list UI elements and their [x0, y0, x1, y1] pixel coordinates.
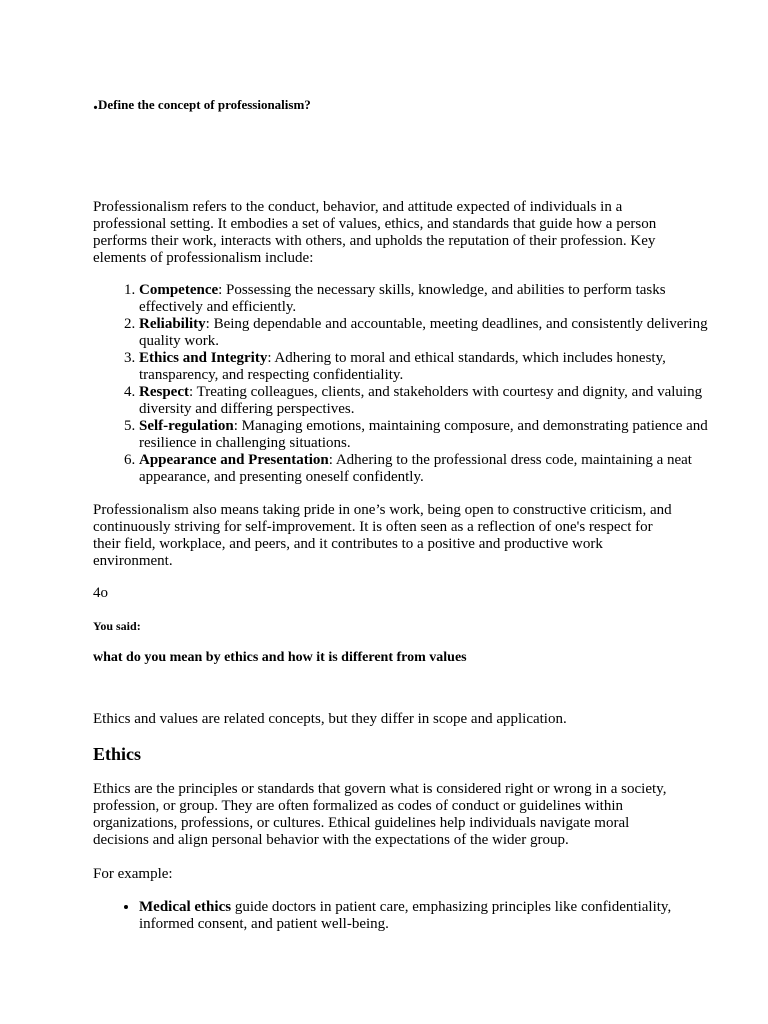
- list-item: [139, 452, 727, 486]
- question-dot: .: [93, 92, 98, 114]
- list-item: [139, 282, 727, 316]
- element-term: Self-regulation: [139, 418, 234, 434]
- ethics-definition-paragraph: Ethics are the principles or standards that govern what is considered right or wrong in a society, profession, or group. They are often formalized as codes of conduct or guidelines within organizations, professions, or cultures. Ethical guidelines help individuals navigate moral decisions and align personal behavior with the expectations of the wider group.: [93, 781, 667, 848]
- model-tag: 4o: [93, 585, 108, 601]
- elements-list: [93, 282, 727, 486]
- element-desc: : Treating colleagues, clients, and stakeholders with courtesy and dignity, and valuing diversity and differing perspectives.: [139, 384, 703, 417]
- ethics-heading: Ethics: [93, 744, 142, 764]
- element-term: Appearance and Presentation: [139, 452, 329, 468]
- element-desc: : Possessing the necessary skills, knowledge, and abilities to perform tasks effectively and efficiently.: [139, 282, 666, 315]
- element-term: Competence: [139, 282, 219, 298]
- closing-paragraph: Professionalism also means taking pride in one’s work, being open to constructive criticism, and continuously striving for self-improvement. It is often seen as a reflection of one's respect for their field, workplace, and peers, and it contributes to a positive and productive work environment.: [93, 502, 672, 569]
- element-term: Ethics and Integrity: [139, 350, 268, 366]
- list-item: [139, 384, 727, 418]
- list-item: [139, 316, 727, 350]
- for-example-label: For example:: [93, 866, 173, 882]
- element-desc: : Managing emotions, maintaining composure, and demonstrating patience and resilience in challenging situations.: [139, 418, 708, 451]
- question-heading: [93, 92, 311, 114]
- examples-list: [93, 899, 727, 933]
- element-desc: : Being dependable and accountable, meeting deadlines, and consistently delivering quality work.: [139, 316, 708, 349]
- list-item: [139, 418, 727, 452]
- ethics-intro-paragraph: Ethics and values are related concepts, but they differ in scope and application.: [93, 711, 567, 727]
- second-question: what do you mean by ethics and how it is different from values: [93, 650, 467, 665]
- intro-paragraph: Professionalism refers to the conduct, behavior, and attitude expected of individuals in a professional setting. It embodies a set of values, ethics, and standards that guide how a person performs their work, interacts with others, and upholds the reputation of their profession. Key elements of professionalism include:: [93, 199, 657, 266]
- element-desc: : Adhering to the professional dress code, maintaining a neat appearance, and presenting oneself confidently.: [139, 452, 692, 485]
- you-said-label: You said:: [93, 619, 141, 633]
- question-text: Define the concept of professionalism?: [98, 97, 311, 112]
- example-term: Medical ethics: [139, 899, 232, 915]
- list-item: [139, 350, 727, 384]
- element-term: Respect: [139, 384, 189, 400]
- element-term: Reliability: [139, 316, 206, 332]
- example-desc: guide doctors in patient care, emphasizing principles like confidentiality, informed consent, and patient well-being.: [139, 899, 672, 932]
- element-desc: : Adhering to moral and ethical standards, which includes honesty, transparency, and respecting confidentiality.: [139, 350, 666, 383]
- list-item: [139, 899, 727, 933]
